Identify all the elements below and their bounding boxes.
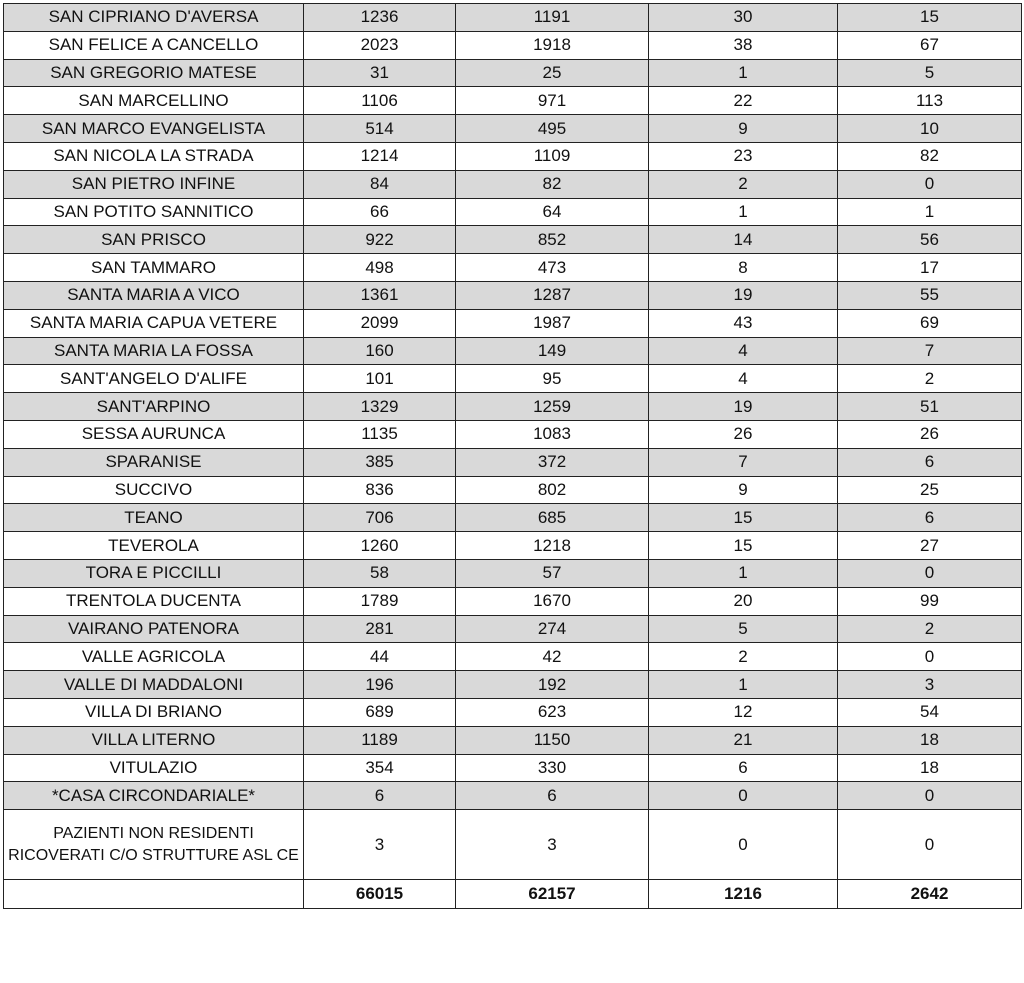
value-cell-1: 3 — [304, 810, 456, 880]
totals-label-cell — [4, 880, 304, 909]
value-cell-4: 51 — [838, 393, 1022, 421]
value-cell-1: 1361 — [304, 281, 456, 309]
municipality-cell: TEANO — [4, 504, 304, 532]
value-cell-2: 3 — [456, 810, 649, 880]
value-cell-1: 1189 — [304, 726, 456, 754]
table-row — [4, 726, 1022, 754]
value-cell-3: 4 — [649, 337, 838, 365]
value-cell-3: 1 — [649, 559, 838, 587]
table-row — [4, 59, 1022, 87]
value-cell-1: 385 — [304, 448, 456, 476]
value-cell-2: 330 — [456, 754, 649, 782]
table-row — [4, 448, 1022, 476]
value-cell-1: 160 — [304, 337, 456, 365]
value-cell-3: 19 — [649, 393, 838, 421]
table-row — [4, 559, 1022, 587]
municipality-cell: SANT'ANGELO D'ALIFE — [4, 365, 304, 393]
table-row — [4, 782, 1022, 810]
value-cell-3: 7 — [649, 448, 838, 476]
value-cell-4: 5 — [838, 59, 1022, 87]
value-cell-4: 56 — [838, 226, 1022, 254]
value-cell-1: 1329 — [304, 393, 456, 421]
value-cell-4: 0 — [838, 559, 1022, 587]
table-row — [4, 643, 1022, 671]
value-cell-2: 1191 — [456, 4, 649, 32]
value-cell-2: 42 — [456, 643, 649, 671]
table-row — [4, 504, 1022, 532]
municipality-cell: SAN NICOLA LA STRADA — [4, 142, 304, 170]
value-cell-2: 685 — [456, 504, 649, 532]
municipality-cell: SANT'ARPINO — [4, 393, 304, 421]
value-cell-3: 43 — [649, 309, 838, 337]
value-cell-1: 1135 — [304, 420, 456, 448]
value-cell-2: 1259 — [456, 393, 649, 421]
value-cell-4: 54 — [838, 698, 1022, 726]
value-cell-3: 1 — [649, 198, 838, 226]
value-cell-1: 1236 — [304, 4, 456, 32]
value-cell-1: 31 — [304, 59, 456, 87]
value-cell-1: 2099 — [304, 309, 456, 337]
totals-row — [4, 880, 1022, 909]
value-cell-3: 6 — [649, 754, 838, 782]
value-cell-4: 2 — [838, 365, 1022, 393]
value-cell-3: 0 — [649, 810, 838, 880]
table-row — [4, 254, 1022, 282]
value-cell-4: 18 — [838, 726, 1022, 754]
value-cell-1: 498 — [304, 254, 456, 282]
value-cell-1: 84 — [304, 170, 456, 198]
value-cell-1: 689 — [304, 698, 456, 726]
total-cell-3: 1216 — [649, 880, 838, 909]
table-row — [4, 31, 1022, 59]
table-row — [4, 587, 1022, 615]
municipality-cell: SANTA MARIA LA FOSSA — [4, 337, 304, 365]
table-row — [4, 309, 1022, 337]
table-row — [4, 337, 1022, 365]
value-cell-4: 0 — [838, 782, 1022, 810]
total-cell-4: 2642 — [838, 880, 1022, 909]
value-cell-3: 14 — [649, 226, 838, 254]
value-cell-4: 15 — [838, 4, 1022, 32]
municipality-cell: TEVEROLA — [4, 532, 304, 560]
value-cell-1: 706 — [304, 504, 456, 532]
table-body — [4, 4, 1022, 909]
table-row — [4, 698, 1022, 726]
value-cell-2: 852 — [456, 226, 649, 254]
table-row — [4, 226, 1022, 254]
value-cell-4: 1 — [838, 198, 1022, 226]
table-row — [4, 4, 1022, 32]
municipality-cell: SAN GREGORIO MATESE — [4, 59, 304, 87]
value-cell-4: 0 — [838, 643, 1022, 671]
table-row — [4, 365, 1022, 393]
value-cell-2: 95 — [456, 365, 649, 393]
value-cell-4: 10 — [838, 115, 1022, 143]
value-cell-3: 19 — [649, 281, 838, 309]
value-cell-4: 67 — [838, 31, 1022, 59]
value-cell-3: 20 — [649, 587, 838, 615]
value-cell-4: 82 — [838, 142, 1022, 170]
municipality-cell: SAN MARCO EVANGELISTA — [4, 115, 304, 143]
municipality-cell: SPARANISE — [4, 448, 304, 476]
value-cell-2: 1918 — [456, 31, 649, 59]
municipality-cell: VALLE AGRICOLA — [4, 643, 304, 671]
table-row — [4, 615, 1022, 643]
municipality-cell: VAIRANO PATENORA — [4, 615, 304, 643]
municipality-cell: PAZIENTI NON RESIDENTI RICOVERATI C/O STRUTTURE ASL CE — [4, 810, 304, 880]
municipality-cell: TORA E PICCILLI — [4, 559, 304, 587]
municipality-cell: SAN PRISCO — [4, 226, 304, 254]
value-cell-2: 971 — [456, 87, 649, 115]
value-cell-4: 55 — [838, 281, 1022, 309]
table-row — [4, 671, 1022, 699]
value-cell-4: 26 — [838, 420, 1022, 448]
total-cell-2: 62157 — [456, 880, 649, 909]
value-cell-1: 66 — [304, 198, 456, 226]
municipality-cell: SAN PIETRO INFINE — [4, 170, 304, 198]
value-cell-3: 5 — [649, 615, 838, 643]
value-cell-1: 922 — [304, 226, 456, 254]
value-cell-2: 1083 — [456, 420, 649, 448]
value-cell-4: 113 — [838, 87, 1022, 115]
municipality-cell: SAN CIPRIANO D'AVERSA — [4, 4, 304, 32]
value-cell-3: 8 — [649, 254, 838, 282]
value-cell-1: 1106 — [304, 87, 456, 115]
value-cell-1: 196 — [304, 671, 456, 699]
value-cell-3: 2 — [649, 643, 838, 671]
municipality-cell: SAN POTITO SANNITICO — [4, 198, 304, 226]
municipality-cell: VILLA LITERNO — [4, 726, 304, 754]
municipality-cell: TRENTOLA DUCENTA — [4, 587, 304, 615]
value-cell-3: 9 — [649, 115, 838, 143]
value-cell-2: 6 — [456, 782, 649, 810]
value-cell-2: 25 — [456, 59, 649, 87]
value-cell-3: 22 — [649, 87, 838, 115]
value-cell-4: 6 — [838, 504, 1022, 532]
municipality-cell: SANTA MARIA CAPUA VETERE — [4, 309, 304, 337]
table-row — [4, 170, 1022, 198]
value-cell-3: 15 — [649, 504, 838, 532]
value-cell-3: 26 — [649, 420, 838, 448]
value-cell-2: 495 — [456, 115, 649, 143]
value-cell-2: 64 — [456, 198, 649, 226]
value-cell-3: 1 — [649, 59, 838, 87]
value-cell-2: 149 — [456, 337, 649, 365]
value-cell-1: 58 — [304, 559, 456, 587]
value-cell-3: 15 — [649, 532, 838, 560]
table-row — [4, 281, 1022, 309]
value-cell-4: 2 — [838, 615, 1022, 643]
total-cell-1: 66015 — [304, 880, 456, 909]
municipality-cell: SAN MARCELLINO — [4, 87, 304, 115]
table-row — [4, 115, 1022, 143]
table-row — [4, 198, 1022, 226]
value-cell-4: 3 — [838, 671, 1022, 699]
value-cell-3: 23 — [649, 142, 838, 170]
value-cell-1: 101 — [304, 365, 456, 393]
value-cell-2: 1109 — [456, 142, 649, 170]
value-cell-2: 1670 — [456, 587, 649, 615]
value-cell-4: 69 — [838, 309, 1022, 337]
value-cell-1: 836 — [304, 476, 456, 504]
value-cell-3: 1 — [649, 671, 838, 699]
value-cell-3: 21 — [649, 726, 838, 754]
value-cell-3: 0 — [649, 782, 838, 810]
value-cell-2: 274 — [456, 615, 649, 643]
value-cell-1: 1789 — [304, 587, 456, 615]
municipality-cell: VITULAZIO — [4, 754, 304, 782]
value-cell-1: 2023 — [304, 31, 456, 59]
municipality-cell: SESSA AURUNCA — [4, 420, 304, 448]
value-cell-3: 2 — [649, 170, 838, 198]
value-cell-2: 372 — [456, 448, 649, 476]
value-cell-4: 0 — [838, 170, 1022, 198]
value-cell-3: 9 — [649, 476, 838, 504]
municipality-cell: SAN TAMMARO — [4, 254, 304, 282]
value-cell-2: 1218 — [456, 532, 649, 560]
value-cell-3: 38 — [649, 31, 838, 59]
value-cell-2: 473 — [456, 254, 649, 282]
municipality-cell: *CASA CIRCONDARIALE* — [4, 782, 304, 810]
value-cell-2: 1150 — [456, 726, 649, 754]
value-cell-2: 802 — [456, 476, 649, 504]
value-cell-1: 514 — [304, 115, 456, 143]
value-cell-2: 82 — [456, 170, 649, 198]
municipality-cell: SUCCIVO — [4, 476, 304, 504]
municipality-cell: SAN FELICE A CANCELLO — [4, 31, 304, 59]
value-cell-4: 17 — [838, 254, 1022, 282]
value-cell-2: 623 — [456, 698, 649, 726]
value-cell-4: 27 — [838, 532, 1022, 560]
value-cell-1: 6 — [304, 782, 456, 810]
municipality-cell: VILLA DI BRIANO — [4, 698, 304, 726]
table-row — [4, 142, 1022, 170]
value-cell-3: 30 — [649, 4, 838, 32]
value-cell-2: 57 — [456, 559, 649, 587]
municipality-cell: VALLE DI MADDALONI — [4, 671, 304, 699]
table-row — [4, 754, 1022, 782]
value-cell-2: 1987 — [456, 309, 649, 337]
value-cell-4: 99 — [838, 587, 1022, 615]
value-cell-4: 7 — [838, 337, 1022, 365]
value-cell-4: 6 — [838, 448, 1022, 476]
table-row — [4, 420, 1022, 448]
value-cell-1: 1214 — [304, 142, 456, 170]
value-cell-2: 1287 — [456, 281, 649, 309]
value-cell-3: 12 — [649, 698, 838, 726]
municipality-cases-table — [3, 3, 1022, 909]
value-cell-4: 25 — [838, 476, 1022, 504]
value-cell-1: 354 — [304, 754, 456, 782]
municipality-cell: SANTA MARIA A VICO — [4, 281, 304, 309]
value-cell-1: 1260 — [304, 532, 456, 560]
value-cell-3: 4 — [649, 365, 838, 393]
value-cell-1: 281 — [304, 615, 456, 643]
value-cell-1: 44 — [304, 643, 456, 671]
value-cell-4: 18 — [838, 754, 1022, 782]
table-row — [4, 393, 1022, 421]
value-cell-2: 192 — [456, 671, 649, 699]
table-row — [4, 87, 1022, 115]
table-row — [4, 476, 1022, 504]
table-row — [4, 532, 1022, 560]
table-row — [4, 810, 1022, 880]
value-cell-4: 0 — [838, 810, 1022, 880]
